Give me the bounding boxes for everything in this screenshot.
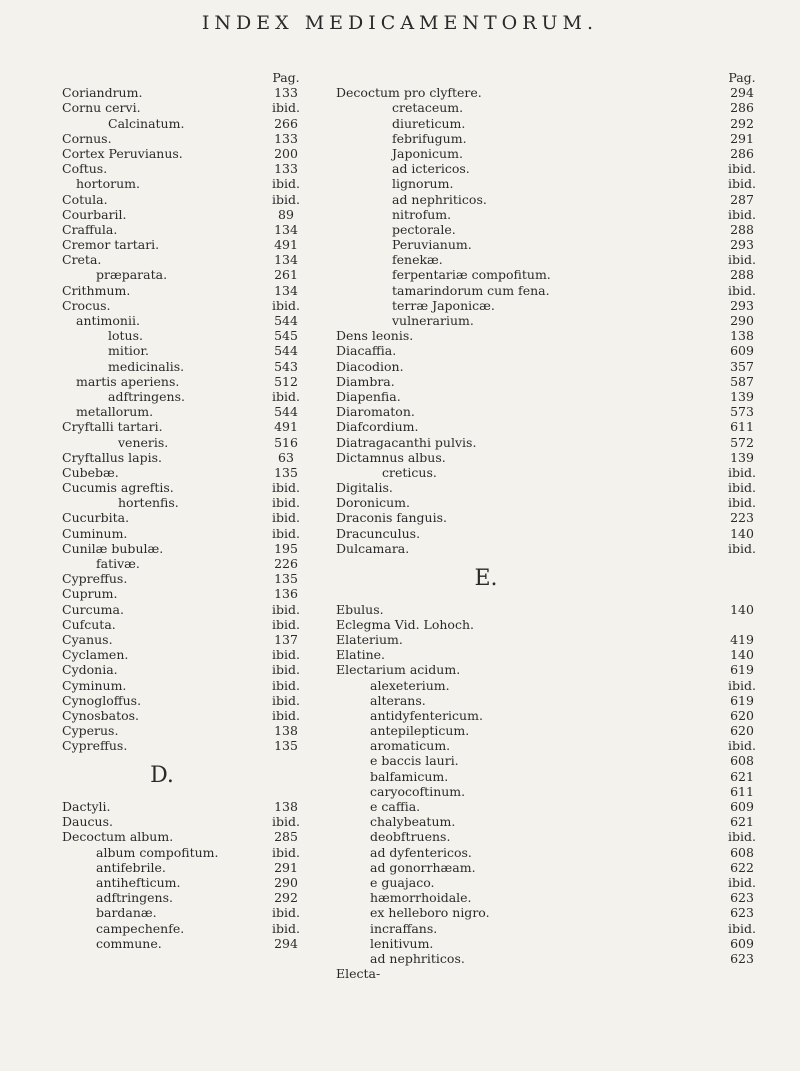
index-entry: lignorum. <box>392 176 454 192</box>
page-number: 134 <box>274 282 298 298</box>
page-number: 140 <box>730 601 754 617</box>
index-entry: aromaticum. <box>370 738 451 754</box>
page-number: ibid. <box>728 464 756 480</box>
index-entry: antepilepticum. <box>370 723 470 739</box>
index-entry: lotus. <box>108 328 143 344</box>
page-number: 491 <box>274 237 298 253</box>
page-number: 620 <box>730 707 754 723</box>
index-entry: caryocoftinum. <box>370 783 466 799</box>
page-number: ibid. <box>272 495 300 511</box>
page-number: 285 <box>274 829 298 845</box>
page-number: ibid. <box>728 677 756 693</box>
index-entry: Diapenfia. <box>336 388 401 404</box>
page-number: ibid. <box>728 829 756 845</box>
page-number: 611 <box>730 783 754 799</box>
page-number: ibid. <box>728 206 756 222</box>
index-entry: pectorale. <box>392 221 456 237</box>
index-entry: hortorum. <box>76 176 140 192</box>
index-entry: alexeterium. <box>370 677 450 693</box>
index-entry: antimonii. <box>76 313 140 328</box>
spacer <box>722 556 762 602</box>
page-number: ibid. <box>728 738 756 754</box>
index-entry: Decoctum pro clyftere. <box>336 85 482 101</box>
index-entry: hæmorrhoidale. <box>370 890 472 906</box>
page-number: ibid. <box>272 297 300 313</box>
page-number: ibid. <box>272 844 300 860</box>
index-entry: Cyperus. <box>62 723 119 739</box>
index-entry: Cyanus. <box>62 631 113 647</box>
index-entry: Cypreffus. <box>62 738 128 754</box>
index-entry: Coriandrum. <box>62 85 143 101</box>
page-number: 136 <box>274 586 298 602</box>
page-number: 288 <box>730 267 754 283</box>
page-number: 544 <box>274 404 298 420</box>
index-entry: metallorum. <box>76 404 154 420</box>
index-entry: Cuprum. <box>62 586 118 602</box>
page-number: 266 <box>274 115 298 131</box>
spacer <box>62 70 262 85</box>
index-entry: vulnerarium. <box>392 313 474 328</box>
index-entry: cretaceum. <box>392 100 464 116</box>
index-entry: Dactyli. <box>62 799 111 815</box>
index-entry: Peruvianum. <box>392 237 472 253</box>
page-number: 291 <box>274 859 298 875</box>
index-entry: album compofitum. <box>96 844 219 860</box>
page-number: 291 <box>730 130 754 146</box>
index-entry: Dulcamara. <box>336 540 410 556</box>
page-number <box>722 966 762 981</box>
page-number: 294 <box>274 935 298 951</box>
index-entry: e caffia. <box>370 799 421 815</box>
page-number: 544 <box>274 343 298 359</box>
index-entry: Cucurbita. <box>62 510 130 526</box>
index-entry: Courbaril. <box>62 206 127 222</box>
index-entry: Diacodion. <box>336 358 404 374</box>
index-entry: e guajaco. <box>370 874 435 890</box>
page-header: INDEX MEDICAMENTORUM. <box>201 12 599 34</box>
page-number: 288 <box>730 221 754 237</box>
page-number: 623 <box>730 950 754 966</box>
index-entry: medicinalis. <box>108 358 185 374</box>
index-entry: Daucus. <box>62 814 113 830</box>
page-number: 139 <box>730 449 754 465</box>
page-number: 286 <box>730 100 754 116</box>
page-number: 516 <box>274 434 298 450</box>
page-number: ibid. <box>272 814 300 830</box>
page-number: ibid. <box>728 282 756 298</box>
index-entry: campechenfe. <box>96 920 185 936</box>
index-entry: incraffans. <box>370 920 438 936</box>
index-entry: Cornus. <box>62 130 112 146</box>
index-entry: Decoctum album. <box>62 829 174 845</box>
page-number: 419 <box>730 631 754 647</box>
page-number: 133 <box>274 85 298 101</box>
page-number: 620 <box>730 723 754 739</box>
index-entry: adftringens. <box>108 388 185 404</box>
index-entry: Calcinatum. <box>108 115 185 131</box>
page-number: 134 <box>274 221 298 237</box>
spacer <box>268 753 304 799</box>
index-entry: martis aperiens. <box>76 373 180 389</box>
index-entry: Eclegma Vid. Lohoch. <box>336 616 474 632</box>
page-number: 200 <box>274 145 298 161</box>
index-entry: præparata. <box>96 267 168 283</box>
page-number: ibid. <box>272 677 300 693</box>
index-entry: Doronicum. <box>336 495 410 511</box>
page-number: 294 <box>730 85 754 101</box>
page-number: 287 <box>730 191 754 207</box>
page-number: 622 <box>730 859 754 875</box>
page-number: 573 <box>730 404 754 420</box>
page-number: 491 <box>274 419 298 435</box>
page-number: 133 <box>274 161 298 177</box>
index-entry: bardanæ. <box>96 905 157 921</box>
index-entry: alterans. <box>370 692 426 708</box>
page-number: 138 <box>730 328 754 344</box>
page-number: ibid. <box>728 161 756 177</box>
page-number: ibid. <box>272 388 300 404</box>
index-entry: ex helleboro nigro. <box>370 905 490 921</box>
page-number: 619 <box>730 662 754 678</box>
page-number: 134 <box>274 252 298 268</box>
index-entry: lenitivum. <box>370 935 434 951</box>
left-index-column <box>62 70 262 951</box>
index-entry: Cypreffus. <box>62 571 128 587</box>
index-entry: balfamicum. <box>370 768 449 784</box>
page-number: 623 <box>730 905 754 921</box>
page-number: 543 <box>274 358 298 374</box>
page-number: 139 <box>730 388 754 404</box>
page-number: ibid. <box>272 647 300 663</box>
page-number: 608 <box>730 844 754 860</box>
index-entry: Elatine. <box>336 647 386 663</box>
index-entry: diureticum. <box>392 115 466 131</box>
index-entry: ad nephriticos. <box>370 950 465 966</box>
page-number: 619 <box>730 692 754 708</box>
index-entry: e baccis lauri. <box>370 753 459 769</box>
index-entry: Japonicum. <box>392 145 463 161</box>
page-number: 609 <box>730 935 754 951</box>
page-number: 292 <box>730 115 754 131</box>
page-number: 138 <box>274 723 298 739</box>
index-entry: Cryftalli tartari. <box>62 419 163 435</box>
index-entry: Craffula. <box>62 221 118 237</box>
index-entry: commune. <box>96 935 162 951</box>
page-number: ibid. <box>728 176 756 192</box>
page-number: ibid. <box>272 692 300 708</box>
index-entry: fativæ. <box>96 556 140 571</box>
page-number: ibid. <box>272 601 300 617</box>
page-number: 195 <box>274 540 298 556</box>
index-entry: ad ictericos. <box>392 161 470 177</box>
index-entry: Electa- <box>336 966 381 982</box>
page-number: ibid. <box>272 176 300 192</box>
page-number: 290 <box>730 313 754 328</box>
left-page-numbers <box>268 70 304 951</box>
page-number: 135 <box>274 738 298 754</box>
index-entry: ad gonorrhæam. <box>370 859 476 875</box>
page-number: 292 <box>274 890 298 906</box>
index-entry: adftringens. <box>96 890 173 906</box>
page-number: 133 <box>274 130 298 146</box>
index-entry: Digitalis. <box>336 480 393 496</box>
index-entry: Dictamnus albus. <box>336 449 446 465</box>
page-number: ibid. <box>272 510 300 526</box>
index-entry: terræ Japonicæ. <box>392 297 495 313</box>
page-number: 89 <box>278 206 294 222</box>
page-number: 609 <box>730 799 754 815</box>
index-entry: veneris. <box>118 434 169 450</box>
index-entry: Cyminum. <box>62 677 127 693</box>
index-entry: antifebrile. <box>96 859 166 875</box>
page-number: 135 <box>274 464 298 480</box>
page-number: ibid. <box>272 191 300 207</box>
index-entry: Cotula. <box>62 191 108 207</box>
page-number: 137 <box>274 631 298 647</box>
spacer <box>336 70 636 85</box>
index-entry: chalybeatum. <box>370 814 456 830</box>
index-entry: Cynogloffus. <box>62 692 142 708</box>
page-number: 140 <box>730 525 754 541</box>
index-entry: Diafcordium. <box>336 419 419 435</box>
page-number: 135 <box>274 571 298 587</box>
index-entry: Diatragacanthi pulvis. <box>336 434 477 450</box>
page-number: ibid. <box>272 100 300 116</box>
page-number: ibid. <box>272 616 300 632</box>
index-entry: antihefticum. <box>96 874 181 890</box>
page-number: ibid. <box>272 480 300 496</box>
index-entry: Diambra. <box>336 373 395 389</box>
page-number: ibid. <box>728 480 756 496</box>
page-number: 512 <box>274 373 298 389</box>
index-entry: Cufcuta. <box>62 616 116 632</box>
page-number: ibid. <box>728 920 756 936</box>
page-number: ibid. <box>728 252 756 268</box>
page-number: ibid. <box>728 874 756 890</box>
index-entry: deobftruens. <box>370 829 451 845</box>
index-entry: Cornu cervi. <box>62 100 141 116</box>
index-entry: hortenfis. <box>118 495 179 511</box>
index-entry: Dracunculus. <box>336 525 421 541</box>
right-page-numbers <box>722 70 762 981</box>
index-entry: creticus. <box>382 464 437 480</box>
index-entry: tamarindorum cum fena. <box>392 282 550 298</box>
page-number: 621 <box>730 814 754 830</box>
index-entry: nitrofum. <box>392 206 452 222</box>
index-entry: Creta. <box>62 252 102 268</box>
index-entry: Cremor tartari. <box>62 237 160 253</box>
page-number: 623 <box>730 890 754 906</box>
page-number: 140 <box>730 647 754 663</box>
page-number: 223 <box>730 510 754 526</box>
page-number: 609 <box>730 343 754 359</box>
page-number: 261 <box>274 267 298 283</box>
page-number: 545 <box>274 328 298 344</box>
index-entry: Cortex Peruvianus. <box>62 145 183 161</box>
index-entry: Electarium acidum. <box>336 662 461 678</box>
page-number: 608 <box>730 753 754 769</box>
index-entry: Cunilæ bubulæ. <box>62 540 164 556</box>
index-entry: Cucumis agreftis. <box>62 480 174 496</box>
index-entry: Cyclamen. <box>62 647 129 663</box>
index-entry: Diacaffia. <box>336 343 397 359</box>
index-entry: Crocus. <box>62 297 111 313</box>
page-number: ibid. <box>272 525 300 541</box>
index-entry: Diaromaton. <box>336 404 415 420</box>
index-entry: Cydonia. <box>62 662 118 678</box>
page-number: 544 <box>274 313 298 328</box>
page-number: ibid. <box>728 495 756 511</box>
page-column-header: Pag. <box>272 70 300 85</box>
index-entry: febrifugum. <box>392 130 467 146</box>
page-number: ibid. <box>272 707 300 723</box>
page-number: ibid. <box>272 920 300 936</box>
section-letter-e: E. <box>474 566 498 591</box>
page-number: ibid. <box>272 905 300 921</box>
section-letter-d: D. <box>150 763 174 789</box>
index-entry: ferpentariæ compofitum. <box>392 267 551 283</box>
index-entry: Cuminum. <box>62 525 128 541</box>
index-entry: Curcuma. <box>62 601 124 617</box>
page-number: 138 <box>274 799 298 815</box>
page-number: 286 <box>730 145 754 161</box>
index-entry: Cynosbatos. <box>62 707 140 723</box>
index-entry: Coftus. <box>62 161 108 177</box>
page-number: 621 <box>730 768 754 784</box>
index-entry: fenekæ. <box>392 252 443 268</box>
index-entry: Elaterium. <box>336 631 403 647</box>
page-column-header: Pag. <box>728 70 756 85</box>
page-number: 357 <box>730 358 754 374</box>
page-number: 226 <box>274 556 298 571</box>
page-number: 63 <box>278 449 294 465</box>
page-number: 293 <box>730 297 754 313</box>
page-number: 611 <box>730 419 754 435</box>
index-entry: mitior. <box>108 343 149 359</box>
index-entry: Cubebæ. <box>62 464 119 480</box>
index-entry: Cryftallus lapis. <box>62 449 162 465</box>
page-number <box>722 617 762 632</box>
page-number: 572 <box>730 434 754 450</box>
index-entry: Crithmum. <box>62 282 131 298</box>
index-entry: ad nephriticos. <box>392 191 487 207</box>
page-number: ibid. <box>272 662 300 678</box>
page-number: 293 <box>730 237 754 253</box>
page-number: 290 <box>274 874 298 890</box>
page-number: 587 <box>730 373 754 389</box>
page-number: ibid. <box>728 540 756 556</box>
index-entry: ad dyfentericos. <box>370 844 472 860</box>
index-entry: Dens leonis. <box>336 328 414 344</box>
index-entry: antidyfentericum. <box>370 707 483 723</box>
index-entry: Draconis fanguis. <box>336 510 447 526</box>
middle-index-column <box>336 70 636 981</box>
index-entry: Ebulus. <box>336 601 384 617</box>
